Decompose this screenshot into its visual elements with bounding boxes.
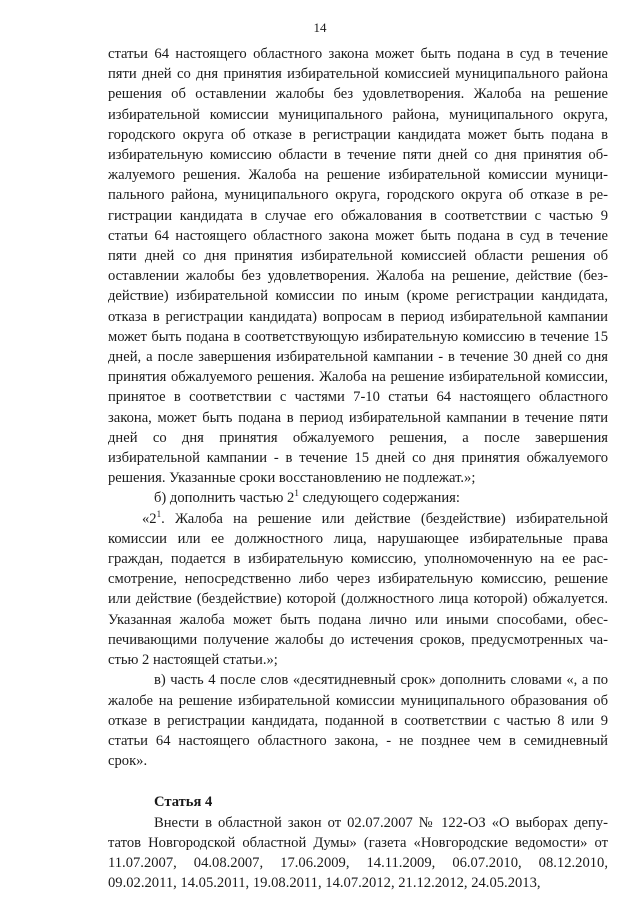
part-2-1-number: «2: [142, 510, 157, 527]
paragraph-part-2-1: [108, 509, 608, 671]
article-heading: Статья 4: [154, 794, 213, 811]
superscript-index: 1: [294, 488, 299, 499]
paragraph-amendment-c: в) часть 4 после слов «десятидневный срок» дополнить словами «, а по жалобе на решение избирательной комиссии муниципального образования об отказе в регистрации кандидата, поданной в соответствии с частью 8 или 9 статьи 64 настоящего областного закона, - не позднее чем в семидневный срок».: [108, 672, 608, 770]
amendment-b-text: б) дополнить частью 2: [154, 490, 295, 507]
paragraph-article-4: Внести в областной закон от 02.07.2007 № 122-ОЗ «О выборах депутатов Новгородской областной Думы» (газета «Новгородские ведомости» от 11.07.2007, 04.08.2007, 17.06.2009, 14.11.2009, 06.07.2010, 08.12.2010, 09.02.2011, 14.05.2011, 19.08.2011, 14.07.2012, 21.12.2012, 24.05.2013,: [108, 814, 608, 892]
paragraph-complaint-deadlines: статьи 64 настоящего областного закона может быть подана в суд в течение пяти дней со дня принятия избирательной комиссией муниципального района решения об оставлении жалобы без удовлетворения. Жалоба на решение избирательной комиссии муниципального района, муниципального округа, городского округа об отказе в регистрации кандидата может быть подана в избирательную комиссию области в течение пяти дней со дня принятия обжалуемого решения. Жалоба на решение избирательной комиссии муниципального района, муниципального округа, городского округа об отказе в регистрации кандидата в случае его обжалования в соответствии с частью 9 статьи 64 настоящего областного закона может быть подана в суд в течение пяти дней со дня принятия избирательной комиссией области решения об оставлении жалобы без удовлетворения. Жалоба на решение, действие (бездействие) избирательной комиссии по иным (кроме регистрации кандидата, отказа в регистрации кандидата) вопросам в период избирательной кампании может быть подана в соответствующую избирательную комиссию в течение 15 дней, а после завершения избирательной кампании - в течение 30 дней со дня принятия обжалуемого решения. Жалоба на решение избирательной комиссии, принятое в соответствии с частями 7-10 статьи 64 настоящего областного закона, может быть подана в период избирательной кампании в течение пяти дней со дня принятия обжалуемого решения, а после завершения избирательной кампании - в течение 15 дней со дня принятия обжалуемого решения. Указанные сроки восстановлению не подлежат.»;: [108, 46, 608, 487]
superscript-index: 1: [156, 508, 162, 519]
page-number: 14: [313, 20, 327, 35]
amendment-b-text-end: следующего содержания:: [298, 490, 460, 507]
paragraph-amendment-b: [108, 488, 608, 508]
part-2-1-text: . Жалоба на решение или действие (бездействие) избирательной комиссии или ее должностного лица, нарушающее избирательные права граждан, подается в избирательную комиссию, уполномоченную на ее рассмотрение, непосредственно либо через избирательную комиссию, решение или действие (бездействие) которой (должностного лица которой) обжалуется. Указанная жалоба может быть подана лично или иными способами, обеспечивающими получение жалобы до истечения сроков, предусмотренных частью 2 настоящей статьи.»;: [108, 510, 608, 669]
document-body: [108, 44, 608, 893]
